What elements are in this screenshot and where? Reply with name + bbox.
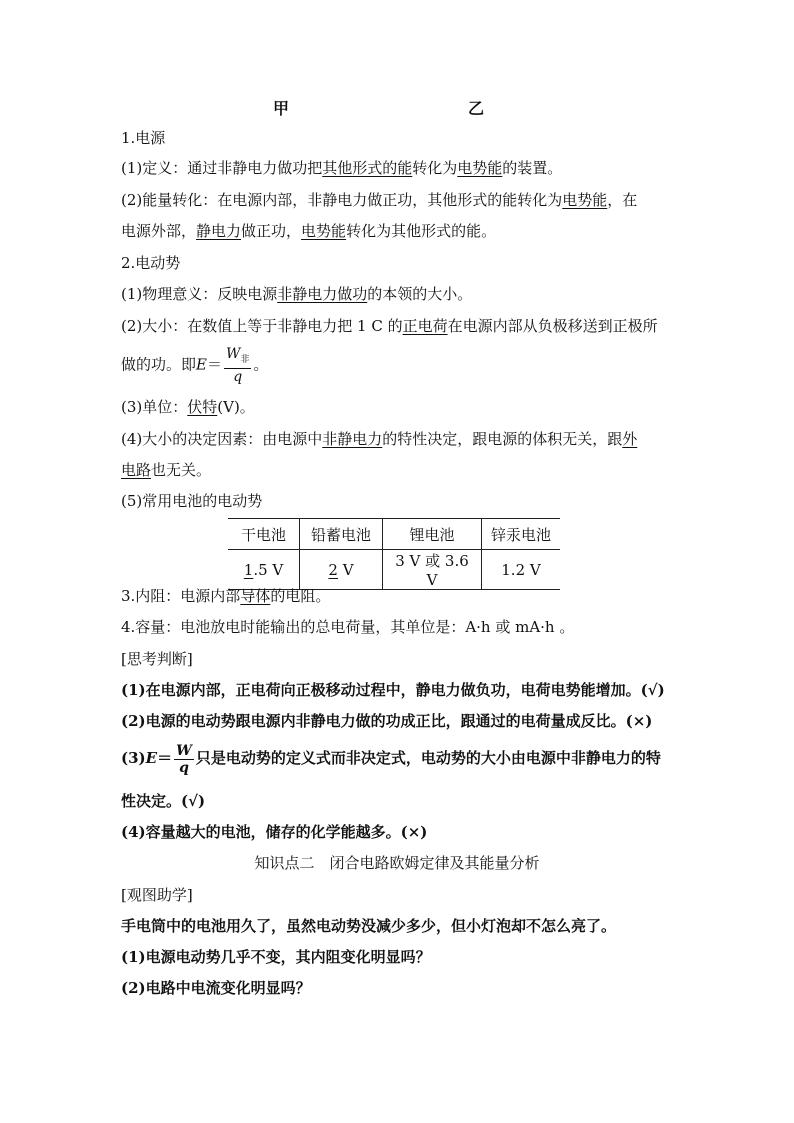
emf-fraction (224, 346, 251, 385)
text: (2)大小：在数值上等于非静电力把 1 C 的 (121, 317, 403, 335)
table-header: 干电池 (228, 519, 300, 550)
think-judge-title: [思考判断] (121, 650, 193, 668)
text: (V)。 (217, 398, 255, 416)
text: (1)物理意义：反映电源 (121, 285, 278, 303)
text: (4)大小的决定因素：由电源中 (121, 430, 323, 448)
subscript: 非 (240, 354, 250, 365)
energy-line-2 (121, 221, 496, 241)
table-cell: 3 V 或 3.6 V (383, 550, 482, 590)
blank-answer: 正电荷 (402, 317, 448, 335)
table-row (228, 550, 560, 590)
text: ，在 (607, 191, 638, 209)
fraction-numerator: W (176, 742, 192, 759)
section-1-title: 1.电源 (121, 129, 166, 147)
text: (3) (121, 749, 146, 767)
judge-item-3-line-2: 性决定。(√) (121, 792, 206, 810)
emf-symbol: E (145, 749, 158, 767)
definition-line (121, 158, 562, 178)
work-symbol: W (225, 346, 241, 362)
text: (3)单位： (121, 398, 188, 416)
section-heading: 知识点二 闭合电路欧姆定律及其能量分析 (254, 854, 540, 872)
text: 在电源内部从负极移送到正极所 (447, 317, 658, 335)
blank-answer: 导体 (240, 587, 271, 605)
text: (1)定义：通过非静电力做功把 (121, 159, 323, 177)
text: 的特性决定，跟电源的体积无关，跟 (382, 430, 623, 448)
blank-answer: 电势能 (301, 222, 347, 240)
text: 做正功， (241, 222, 302, 240)
judge-item-1: (1)在电源内部，正电荷向正极移动过程中，静电力做负功，电荷电势能增加。(√) (121, 681, 665, 699)
capacity-line: 4.容量：电池放电时能输出的总电荷量，其单位是：A·h 或 mA·h 。 (121, 618, 575, 636)
question-2: (2)电路中电流变化明显吗？ (121, 979, 311, 997)
judge-item-3-line-1 (121, 740, 661, 776)
blank-answer: 电势能 (457, 159, 503, 177)
text: 3.内阻：电源内部 (121, 587, 241, 605)
factor-line-1 (121, 429, 637, 449)
blank-answer: 1 (243, 560, 254, 579)
size-line-2 (121, 346, 268, 385)
blank-answer: 电势能 (562, 191, 608, 209)
text: 的电阻。 (270, 587, 331, 605)
fraction-numerator (224, 346, 251, 369)
energy-line-1 (121, 190, 637, 210)
judge-item-2: (2)电源的电动势跟电源内非静电力做的功成正比，跟通过的电荷量成反比。(×) (121, 712, 653, 730)
battery-emf-table (228, 518, 560, 590)
emf-symbol: E (196, 355, 207, 374)
scenario-text: 手电筒中的电池用久了，虽然电动势没减少多少，但小灯泡却不怎么亮了。 (121, 917, 617, 935)
table-cell (300, 550, 383, 590)
blank-answer: 其他形式的能 (322, 159, 413, 177)
text: 也无关。 (151, 461, 212, 479)
blank-answer: 伏特 (187, 398, 218, 416)
text: 只是电动势的定义式而非决定式，电动势的大小由电源中非静电力的特 (195, 749, 661, 767)
text: 的装置。 (502, 159, 563, 177)
text: 电源外部， (121, 222, 197, 240)
observe-help-title: [观图助学] (121, 886, 193, 904)
table-header-row (228, 519, 560, 550)
question-1: (1)电源电动势几乎不变，其内阻变化明显吗？ (121, 948, 431, 966)
emf-fraction (174, 743, 194, 776)
fraction-denominator: q (233, 368, 243, 385)
text: V (337, 560, 354, 579)
text: 转化为其他形式的能。 (346, 222, 497, 240)
text: .5 V (253, 560, 284, 579)
fraction-denominator: q (179, 759, 189, 776)
text: 。 (253, 355, 269, 374)
text: 转化为 (412, 159, 458, 177)
blank-answer: 2 (328, 560, 338, 579)
meaning-line (121, 284, 472, 304)
table-cell (228, 550, 300, 590)
equals-sign: ＝ (157, 749, 173, 767)
figure-label-left: 甲 (273, 99, 290, 118)
blank-answer: 电路 (121, 461, 152, 479)
common-batteries-line: (5)常用电池的电动势 (121, 492, 263, 510)
section-2-title: 2.电动势 (121, 254, 181, 272)
text: 的本领的大小。 (367, 285, 473, 303)
text: (2)能量转化：在电源内部，非静电力做正功，其他形式的能转化为 (121, 191, 563, 209)
equals-sign: ＝ (206, 355, 222, 374)
blank-answer: 非静电力 (322, 430, 383, 448)
judge-item-4: (4)容量越大的电池，储存的化学能越多。(×) (121, 823, 428, 841)
figure-labels (0, 96, 794, 118)
blank-answer: 外 (622, 430, 638, 448)
table-header: 锂电池 (383, 519, 482, 550)
table-cell: 1.2 V (482, 550, 561, 590)
table-header: 锌汞电池 (482, 519, 561, 550)
unit-line (121, 397, 255, 417)
figure-label-right: 乙 (468, 99, 485, 118)
text: 做的功。即 (121, 355, 197, 374)
size-line-1 (121, 316, 658, 336)
factor-line-2 (121, 460, 211, 480)
internal-resistance-line (121, 586, 330, 606)
table-header: 铅蓄电池 (300, 519, 383, 550)
blank-answer: 静电力 (196, 222, 242, 240)
blank-answer: 非静电力做功 (277, 285, 368, 303)
